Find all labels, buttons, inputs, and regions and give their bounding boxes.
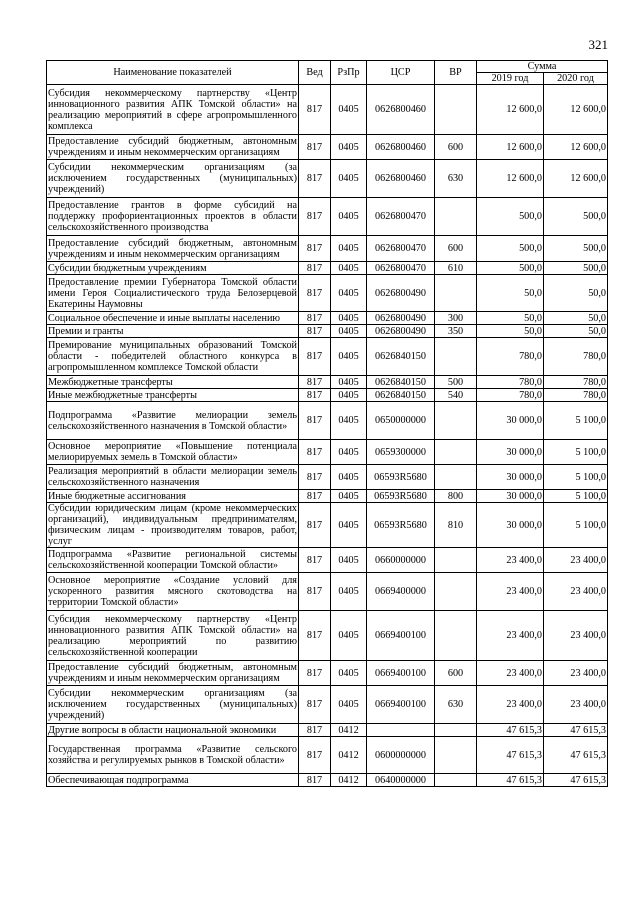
row-sum-2019: 23 400,0 [477, 548, 544, 573]
table-row [47, 573, 608, 611]
row-sum-2020: 23 400,0 [544, 611, 608, 661]
row-csr: 0626800490 [367, 312, 435, 325]
row-sum-2020: 780,0 [544, 389, 608, 402]
row-sum-2019: 50,0 [477, 275, 544, 312]
row-rzpr: 0405 [331, 548, 367, 573]
row-sum-2020: 12 600,0 [544, 160, 608, 198]
row-sum-2020: 50,0 [544, 275, 608, 312]
row-sum-2019: 780,0 [477, 389, 544, 402]
row-sum-2019: 23 400,0 [477, 573, 544, 611]
row-vr: 600 [435, 135, 477, 160]
row-rzpr: 0405 [331, 402, 367, 440]
table-row [47, 724, 608, 737]
header-rzpr: РзПр [331, 61, 367, 85]
row-name: Субсидия некоммерческому партнерству «Центр инновационного развития АПК Томской области» на реализацию мероприятий по развитию сельскохозяйственной кооперации [47, 611, 299, 661]
row-csr: 0626840150 [367, 338, 435, 376]
row-ved: 817 [299, 440, 331, 465]
table-row [47, 611, 608, 661]
row-sum-2019: 12 600,0 [477, 85, 544, 135]
row-ved: 817 [299, 325, 331, 338]
row-ved: 817 [299, 85, 331, 135]
row-name: Субсидии некоммерческим организациям (за исключением государственных (муниципальных) учреждений) [47, 686, 299, 724]
row-sum-2020: 500,0 [544, 262, 608, 275]
row-vr [435, 737, 477, 774]
row-name: Субсидия некоммерческому партнерству «Центр инновационного развития АПК Томской области» на реализацию мероприятий в сфере агропромышленного комплекса [47, 85, 299, 135]
row-name: Обеспечивающая подпрограмма [47, 774, 299, 787]
row-ved: 817 [299, 312, 331, 325]
row-vr: 630 [435, 686, 477, 724]
header-ved: Вед [299, 61, 331, 85]
header-year-2019: 2019 год [477, 73, 544, 85]
row-sum-2020: 5 100,0 [544, 465, 608, 490]
row-vr [435, 611, 477, 661]
row-sum-2019: 780,0 [477, 338, 544, 376]
row-vr: 350 [435, 325, 477, 338]
row-vr [435, 774, 477, 787]
row-sum-2020: 23 400,0 [544, 548, 608, 573]
row-rzpr: 0405 [331, 686, 367, 724]
row-vr: 600 [435, 236, 477, 262]
row-csr: 0626800460 [367, 135, 435, 160]
row-vr [435, 724, 477, 737]
row-rzpr: 0405 [331, 376, 367, 389]
row-name: Социальное обеспечение и иные выплаты населению [47, 312, 299, 325]
row-vr: 800 [435, 490, 477, 503]
row-ved: 817 [299, 573, 331, 611]
row-ved: 817 [299, 774, 331, 787]
table-row [47, 312, 608, 325]
row-ved: 817 [299, 338, 331, 376]
row-vr [435, 338, 477, 376]
row-name: Субсидии некоммерческим организациям (за исключением государственных (муниципальных) учреждений) [47, 160, 299, 198]
table-row [47, 198, 608, 236]
table-row [47, 236, 608, 262]
row-ved: 817 [299, 686, 331, 724]
row-name: Иные межбюджетные трансферты [47, 389, 299, 402]
row-csr: 0640000000 [367, 774, 435, 787]
row-sum-2019: 47 615,3 [477, 774, 544, 787]
row-ved: 817 [299, 661, 331, 686]
table-row [47, 490, 608, 503]
row-rzpr: 0405 [331, 338, 367, 376]
row-sum-2019: 23 400,0 [477, 661, 544, 686]
table-row [47, 160, 608, 198]
table-row [47, 389, 608, 402]
row-csr [367, 724, 435, 737]
row-name: Другие вопросы в области национальной экономики [47, 724, 299, 737]
row-name: Предоставление субсидий бюджетным, автономным учреждениям и иным некоммерческим организациям [48, 136, 297, 158]
table-row [47, 376, 608, 389]
row-name: Основное мероприятие «Создание условий для ускоренного развития мясного скотоводства на территории Томской области» [47, 573, 299, 611]
row-sum-2020: 23 400,0 [544, 661, 608, 686]
table-row [47, 262, 608, 275]
row-rzpr: 0405 [331, 503, 367, 548]
row-vr: 300 [435, 312, 477, 325]
row-sum-2020: 500,0 [544, 236, 608, 262]
row-csr: 06593R5680 [367, 503, 435, 548]
row-rzpr: 0405 [331, 160, 367, 198]
row-csr: 0626840150 [367, 376, 435, 389]
row-sum-2019: 30 000,0 [477, 402, 544, 440]
row-csr: 0660000000 [367, 548, 435, 573]
row-sum-2019: 30 000,0 [477, 490, 544, 503]
header-year-2020: 2020 год [544, 73, 608, 85]
row-csr: 0650000000 [367, 402, 435, 440]
table-row [47, 338, 608, 376]
row-name: Предоставление субсидий бюджетным, автономным учреждениям и иным некоммерческим организациям [48, 662, 297, 684]
row-vr [435, 198, 477, 236]
row-ved: 817 [299, 135, 331, 160]
table-row [47, 774, 608, 787]
row-rzpr: 0405 [331, 465, 367, 490]
row-csr: 0626840150 [367, 389, 435, 402]
table-row [47, 275, 608, 312]
row-vr: 630 [435, 160, 477, 198]
row-csr: 06593R5680 [367, 465, 435, 490]
row-ved: 817 [299, 465, 331, 490]
row-sum-2020: 780,0 [544, 338, 608, 376]
budget-table [46, 60, 608, 787]
row-vr [435, 465, 477, 490]
row-sum-2019: 780,0 [477, 376, 544, 389]
row-vr [435, 548, 477, 573]
row-rzpr: 0405 [331, 440, 367, 465]
row-name: Иные бюджетные ассигнования [47, 490, 299, 503]
row-ved: 817 [299, 236, 331, 262]
row-ved: 817 [299, 548, 331, 573]
row-rzpr: 0405 [331, 236, 367, 262]
row-sum-2019: 500,0 [477, 236, 544, 262]
row-sum-2020: 500,0 [544, 198, 608, 236]
row-sum-2020: 47 615,3 [544, 737, 608, 774]
row-sum-2019: 47 615,3 [477, 724, 544, 737]
row-rzpr: 0405 [331, 389, 367, 402]
row-name: Предоставление премии Губернатора Томской области имени Героя Социалистического труда Белозерцевой Екатерины Наумовны [48, 276, 297, 310]
row-vr: 540 [435, 389, 477, 402]
table-body [47, 85, 608, 787]
row-rzpr: 0405 [331, 198, 367, 236]
row-sum-2019: 500,0 [477, 198, 544, 236]
row-ved: 817 [299, 275, 331, 312]
table-row [47, 503, 608, 548]
row-csr: 0626800460 [367, 160, 435, 198]
row-sum-2019: 30 000,0 [477, 503, 544, 548]
row-name: Подпрограмма «Развитие мелиорации земель сельскохозяйственного назначения в Томской области» [47, 402, 299, 440]
row-csr: 0626800470 [367, 236, 435, 262]
row-rzpr: 0405 [331, 573, 367, 611]
row-vr [435, 275, 477, 312]
row-csr: 0626800490 [367, 325, 435, 338]
row-ved: 817 [299, 160, 331, 198]
header-csr: ЦСР [367, 61, 435, 85]
row-vr: 500 [435, 376, 477, 389]
row-rzpr: 0405 [331, 85, 367, 135]
row-sum-2019: 12 600,0 [477, 160, 544, 198]
table-row [47, 661, 608, 686]
table-row [47, 85, 608, 135]
row-vr: 610 [435, 262, 477, 275]
row-sum-2019: 50,0 [477, 312, 544, 325]
row-sum-2020: 5 100,0 [544, 440, 608, 465]
row-sum-2019: 30 000,0 [477, 465, 544, 490]
row-ved: 817 [299, 490, 331, 503]
row-vr: 810 [435, 503, 477, 548]
row-sum-2020: 47 615,3 [544, 774, 608, 787]
page-number: 321 [588, 37, 608, 52]
row-name: Межбюджетные трансферты [47, 376, 299, 389]
header-name: Наименование показателей [47, 61, 299, 85]
row-csr: 0659300000 [367, 440, 435, 465]
table-row [47, 737, 608, 774]
row-sum-2020: 50,0 [544, 312, 608, 325]
row-rzpr: 0412 [331, 737, 367, 774]
table-row [47, 325, 608, 338]
row-vr: 600 [435, 661, 477, 686]
header-sum: Сумма [477, 61, 608, 73]
header-vr: ВР [435, 61, 477, 85]
row-sum-2019: 30 000,0 [477, 440, 544, 465]
row-csr: 0669400000 [367, 573, 435, 611]
row-ved: 817 [299, 503, 331, 548]
row-rzpr: 0405 [331, 325, 367, 338]
table-row [47, 548, 608, 573]
row-sum-2020: 5 100,0 [544, 503, 608, 548]
row-sum-2019: 23 400,0 [477, 686, 544, 724]
row-name: Реализация мероприятий в области мелиорации земель сельскохозяйственного назначения [48, 466, 297, 488]
row-rzpr: 0405 [331, 135, 367, 160]
row-ved: 817 [299, 376, 331, 389]
row-sum-2020: 12 600,0 [544, 85, 608, 135]
row-name: Предоставление субсидий бюджетным, автономным учреждениям и иным некоммерческим организациям [48, 237, 297, 260]
row-rzpr: 0405 [331, 661, 367, 686]
row-name: Государственная программа «Развитие сельского хозяйства и регулируемых рынков в Томской области» [47, 737, 299, 774]
row-vr [435, 402, 477, 440]
row-csr: 0626800490 [367, 275, 435, 312]
row-sum-2020: 5 100,0 [544, 490, 608, 503]
row-csr: 0669400100 [367, 686, 435, 724]
row-csr: 0626800460 [367, 85, 435, 135]
row-vr [435, 573, 477, 611]
row-sum-2020: 50,0 [544, 325, 608, 338]
row-sum-2020: 23 400,0 [544, 573, 608, 611]
row-sum-2020: 5 100,0 [544, 402, 608, 440]
row-rzpr: 0405 [331, 490, 367, 503]
row-rzpr: 0405 [331, 262, 367, 275]
row-sum-2019: 12 600,0 [477, 135, 544, 160]
row-csr: 0600000000 [367, 737, 435, 774]
row-csr: 06593R5680 [367, 490, 435, 503]
row-vr [435, 85, 477, 135]
table-row [47, 465, 608, 490]
row-sum-2020: 23 400,0 [544, 686, 608, 724]
row-ved: 817 [299, 737, 331, 774]
row-name: Подпрограмма «Развитие региональной системы сельскохозяйственной кооперации Томской области» [48, 549, 297, 571]
row-name: Субсидии юридическим лицам (кроме некоммерческих организаций), индивидуальным предпринимателям, физическим лицам - производителям товаров, работ, услуг [48, 503, 297, 547]
table-row [47, 686, 608, 724]
table-row [47, 402, 608, 440]
row-csr: 0626800470 [367, 262, 435, 275]
row-vr [435, 440, 477, 465]
row-csr: 0669400100 [367, 661, 435, 686]
row-rzpr: 0412 [331, 774, 367, 787]
row-csr: 0626800470 [367, 198, 435, 236]
row-name: Предоставление грантов в форме субсидий на поддержку профориентационных проектов в области сельскохозяйственного производства [47, 198, 299, 236]
row-ved: 817 [299, 611, 331, 661]
table-row [47, 440, 608, 465]
row-rzpr: 0405 [331, 611, 367, 661]
row-ved: 817 [299, 402, 331, 440]
row-rzpr: 0405 [331, 275, 367, 312]
row-sum-2020: 12 600,0 [544, 135, 608, 160]
row-name: Премии и гранты [47, 325, 299, 338]
row-name: Субсидии бюджетным учреждениям [47, 262, 299, 275]
row-sum-2020: 47 615,3 [544, 724, 608, 737]
row-sum-2019: 50,0 [477, 325, 544, 338]
row-rzpr: 0412 [331, 724, 367, 737]
row-ved: 817 [299, 724, 331, 737]
table-row [47, 135, 608, 160]
row-ved: 817 [299, 262, 331, 275]
row-name: Премирование муниципальных образований Томской области - победителей областного конкурса в агропромышленном комплексе Томской области [47, 338, 299, 376]
row-rzpr: 0405 [331, 312, 367, 325]
row-sum-2019: 23 400,0 [477, 611, 544, 661]
row-sum-2019: 47 615,3 [477, 737, 544, 774]
row-csr: 0669400100 [367, 611, 435, 661]
row-ved: 817 [299, 198, 331, 236]
row-sum-2020: 780,0 [544, 376, 608, 389]
row-name: Основное мероприятие «Повышение потенциала мелиорируемых земель в Томской области» [48, 441, 297, 463]
row-sum-2019: 500,0 [477, 262, 544, 275]
row-ved: 817 [299, 389, 331, 402]
